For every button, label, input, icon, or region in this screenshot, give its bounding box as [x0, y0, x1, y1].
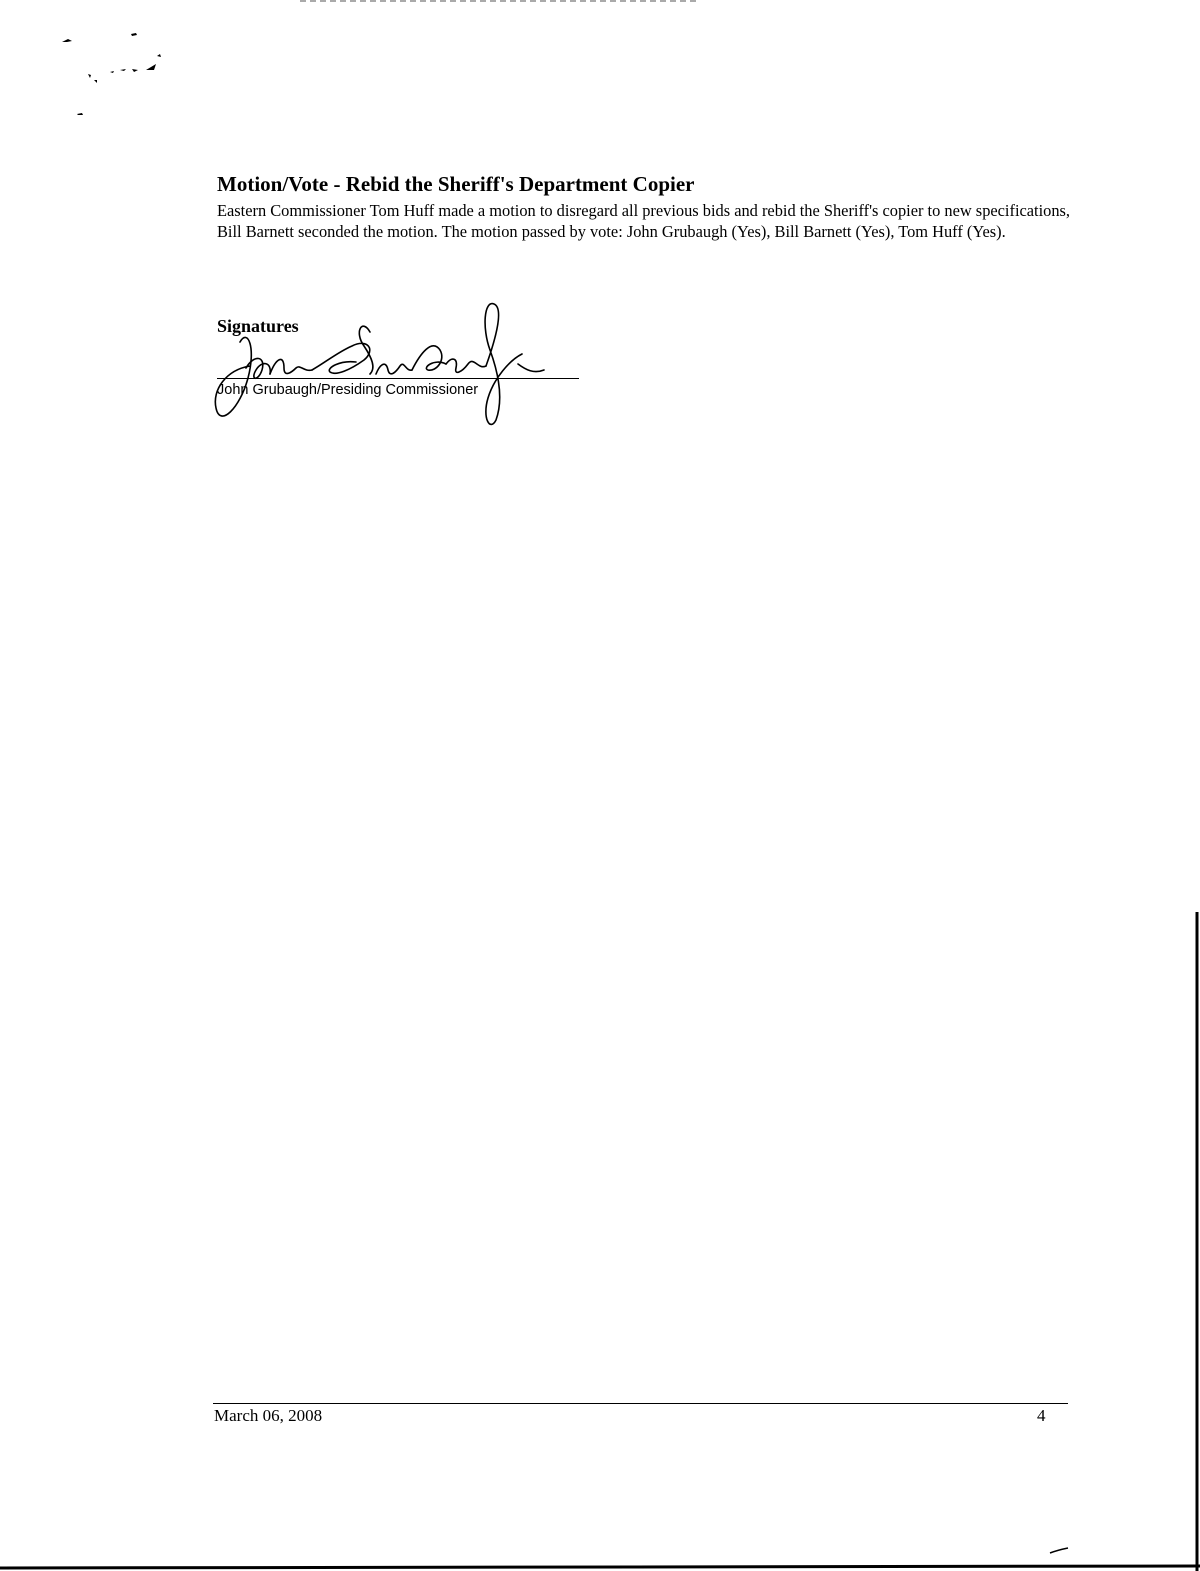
signature-line	[217, 378, 579, 379]
signer-caption: John Grubaugh/Presiding Commissioner	[217, 382, 479, 398]
signatures-heading: Signatures	[217, 316, 299, 336]
motion-heading: Motion/Vote - Rebid the Sheriff's Department Copier	[217, 172, 695, 196]
footer-date: March 06, 2008	[214, 1406, 323, 1425]
motion-body: Eastern Commissioner Tom Huff made a motion to disregard all previous bids and rebid the Sheriff's copier to new specifications, Bill Barnett seconded the motion. The motion passed by vote: John Grubaugh (Yes), Bill Barnett (Yes), Tom Huff (Yes).	[217, 201, 1071, 241]
page-number: 4	[1037, 1406, 1046, 1425]
footer-rule	[213, 1403, 1068, 1404]
